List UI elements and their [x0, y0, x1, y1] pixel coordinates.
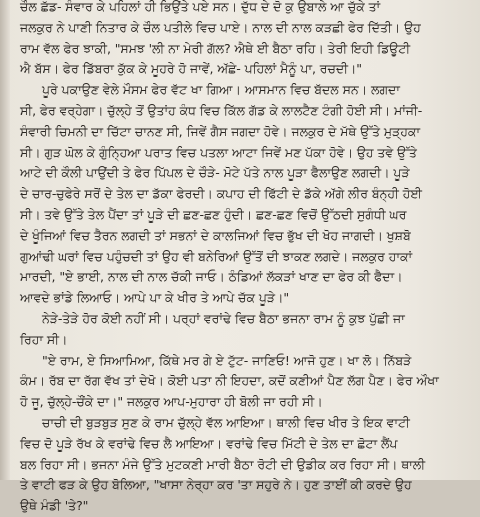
- text-line: ਆਵਦੇ ਭਾਂਡੇ ਲਿਆਓ। ਆਪੇ ਪਾ ਕੇ ਖੀਰ ਤੇ ਆਪੇ ਚੱਕ ਪੂੜੇ।": [20, 290, 290, 306]
- text-line: ਰਾਮ ਵੱਲ ਫੇਰ ਝਾਕੀ, "ਸਮਝ 'ਲੀ ਨਾ ਮੇਰੀ ਗੱਲ? ਐਥੇ ਈ ਬੈਠਾ ਰਹਿ। ਤੇਰੀ ਇਹੀ ਡਿਊਟੀ: [20, 40, 411, 56]
- text-line: ਗੁਆਂਢੀ ਘਰਾਂ ਵਿਚ ਪਹੁੰਚਦੀ ਤਾਂ ਉਹ ਵੀ ਬਨੇਰਿਆਂ ਉੱਤੋਂ ਦੀ ਝਾਕਣ ਲਗਦੇ। ਜਲਕੁਰ ਹਾਕਾਂ: [20, 248, 413, 264]
- text-line: ਚੌਲ ਛੱਡ- ਸੰਵਾਰ ਕੇ ਪਹਿਲਾਂ ਹੀ ਭਿਉਂਤੇ ਪਏ ਸਨ। ਦੁੱਧ ਦੇ ਦੋ ਕੁ ਉਬਾਲੇ ਆ ਚੁੱਕੇ ਤਾਂ: [20, 0, 381, 14]
- page-text-block: [20, 0, 475, 517]
- text-line: ਮਾਰਦੀ, "ਏ ਭਾਈ, ਨਾਲ ਦੀ ਨਾਲ ਚੱਕੀ ਜਾਓ। ਠੰਡਿਆਂ ਲੱਕੜਾਂ ਖਾਣ ਦਾ ਫੇਰ ਕੀ ਫੈਦਾ।: [20, 269, 403, 285]
- text-line: ਸੀ। ਗੁੜ ਘੋਲ ਕੇ ਗੁੰਨ੍ਹਿਆ ਪਰਾਤ ਵਿਚ ਪਤਲਾ ਆਟਾ ਜਿਵੇਂ ਮਣ ਪੱਕਾ ਹੋਵੇ। ਉਹ ਤਵੇ ਉੱਤੇ: [20, 144, 417, 160]
- text-line: ਦੇ ਚਾਰ-ਚੁਫੇਰੇ ਸਰੋਂ ਦੇ ਤੇਲ ਦਾ ਡੱਕਾ ਫੇਰਦੀ। ਕਪਾਹ ਦੀ ਫਿੱਟੀ ਦੇ ਡੱਕੇ ਅੱਗੇ ਲੀਰ ਬੰਨ੍ਹੀ ਹੋਈ: [20, 186, 422, 202]
- text-line: ਸੀ। ਤਵੇ ਉੱਤੇ ਤੇਲ ਪੈਂਦਾ ਤਾਂ ਪੂੜੇ ਦੀ ਛਣ-ਛਣ ਹੁੰਦੀ। ਛਣ-ਛਣ ਵਿਚੋਂ ਉੱਠਦੀ ਸੁਗੰਧੀ ਘਰ: [20, 206, 407, 222]
- text-line: ਨੇੜੇ-ਤੇੜੇ ਹੋਰ ਕੋਈ ਨਹੀਂ ਸੀ। ਪਰ੍ਹਾਂ ਵਰਾਂਢੇ ਵਿਚ ਬੈਠਾ ਭਜਨਾ ਰਾਮ ਨੂੰ ਕੁਝ ਪੁੱਛੀ ਜਾ: [42, 310, 405, 326]
- text-line: ਚਾਚੀ ਦੀ ਬੁੜਬੁੜ ਸੁਣ ਕੇ ਰਾਮ ਚੁੱਲ੍ਹੇ ਵੱਲ ਆਇਆ। ਥਾਲੀ ਵਿਚ ਖੀਰ ਤੇ ਇਕ ਵਾਟੀ: [42, 414, 410, 430]
- text-line: ਸੰਵਾਰੀ ਚਿਮਨੀ ਦਾ ਚਿੱਟਾ ਚਾਨਣ ਸੀ, ਜਿਵੇਂ ਗੈਸ ਜਗਦਾ ਹੋਵੇ। ਜਲਕੁਰ ਦੇ ਮੱਥੇ ਉੱਤੇ ਮੁੜ੍ਹਕਾ: [20, 123, 420, 139]
- text-line: ਤੇ ਵਾਟੀ ਫੜ ਕੇ ਉਹ ਬੋਲਿਆ, "ਖਾਸਾ ਨੇਰ੍ਹਾ ਕਰ 'ਤਾ ਸਹੁਰੇ ਨੇ। ਹੁਣ ਤਾਈਂ ਕੀ ਕਰਦੇ ਉਹ: [20, 477, 412, 493]
- text-line: ਉਥੇ ਮੰਡੀ 'ਤੇ?": [20, 498, 89, 514]
- text-line: ਸੀ, ਫੇਰ ਵਰ੍ਹੇਗਾ। ਚੁੱਲ੍ਹੇ ਤੋਂ ਉਤਾਂਹ ਕੰਧ ਵਿਚ ਕਿੱਲ ਗੱਡ ਕੇ ਲਾਲਟੈਣ ਟੰਗੀ ਹੋਈ ਸੀ। ਮਾਂਜੀ-: [20, 102, 423, 118]
- text-line: ਵਿਚ ਦੋ ਪੂੜੇ ਰੱਖ ਕੇ ਵਰਾਂਢੇ ਵਿਚ ਲੈ ਆਇਆ। ਵਰਾਂਢੇ ਵਿਚ ਮਿੱਟੀ ਦੇ ਤੇਲ ਦਾ ਛੋਟਾ ਲੈਂਪ: [20, 435, 398, 451]
- text-line: "ਏ ਰਾਮ, ਏ ਸਿਆਮਿਆ, ਕਿੱਥੇ ਮਰ ਗੇ ਏ ਟੁੱਟ- ਜਾਣਿਓ! ਆਜੋ ਹੁਣ। ਖਾ ਲੋ। ਨਿੱਬੜੇ: [42, 352, 412, 368]
- text-line: ਰਿਹਾ ਸੀ।: [20, 331, 68, 347]
- text-line: ਆਟੇ ਦੀ ਕੌਲੀ ਪਾਉਂਦੀ ਤੇ ਫੇਰ ਪਿੱਪਲ ਦੇ ਚੌੜੇ- ਮੋਟੇ ਪੱਤੇ ਨਾਲ ਪੂੜਾ ਫੈਲਾਉਣ ਲਗਦੀ। ਪੂੜੇ: [20, 165, 410, 181]
- text-line: ਐ ਬੱਸ। ਫੇਰ ਡਿੱਬਰਾ ਕੁੱਕ ਕੇ ਮੂਹਰੇ ਹੋ ਜਾਵੇਂ, ਅੱਛੇ- ਪਹਿਲਾਂ ਮੈਨੂੰ ਪਾ, ਰਚਦੀ।": [20, 61, 362, 77]
- text-line: ਬਲ ਰਿਹਾ ਸੀ। ਭਜਨਾ ਮੰਜੇ ਉੱਤੇ ਮੁਟਕਣੀ ਮਾਰੀ ਬੈਠਾ ਰੋਟੀ ਦੀ ਉਡੀਕ ਕਰ ਰਿਹਾ ਸੀ। ਥਾਲੀ: [20, 456, 426, 472]
- text-line: ਜਲਕੁਰ ਨੇ ਪਾਣੀ ਨਿਤਾਰ ਕੇ ਚੌਲ ਪਤੀਲੇ ਵਿਚ ਪਾਏ। ਨਾਲ ਦੀ ਨਾਲ ਕੜਛੀ ਫੇਰ ਦਿੱਤੀ। ਉਹ: [20, 19, 421, 35]
- text-line: ਹੋ ਜੂ, ਚੁੱਲ੍ਹੇ-ਚੌਂਕੇ ਦਾ।" ਜਲਕੁਰ ਆਪ-ਮੁਹਾਰਾ ਹੀ ਬੋਲੀ ਜਾ ਰਹੀ ਸੀ।: [20, 394, 323, 410]
- text-line: ਕੰਮ। ਰੱਬ ਦਾ ਰੱਗ ਵੱਖ ਤਾਂ ਦੇਖੋ। ਕੋਈ ਪਤਾ ਨੀ ਇਹਦਾ, ਕਦੋਂ ਕਣੀਆਂ ਪੈਣ ਲੱਗ ਪੈਣ। ਫੇਰ ਔਖਾ: [20, 373, 439, 389]
- text-line: ਪੂਰੇ ਪਕਾਉਣ ਵੇਲੇ ਮੌਸਮ ਫੇਰ ਵੱਟ ਖਾ ਗਿਆ। ਆਸਮਾਨ ਵਿਚ ਬੱਦਲ ਸਨ। ਲਗਦਾ: [42, 82, 400, 98]
- book-spine-shadow: [0, 0, 10, 480]
- text-line: ਦੇ ਖੂੰਜਿਆਂ ਵਿਚ ਤੈਰਨ ਲਗਦੀ ਤਾਂ ਸਭਨਾਂ ਦੇ ਕਾਲਜਿਆਂ ਵਿਚ ਭੁੱਖ ਦੀ ਖੋਹ ਜਾਗਦੀ। ਖੁਸ਼ਬੋ: [20, 227, 411, 243]
